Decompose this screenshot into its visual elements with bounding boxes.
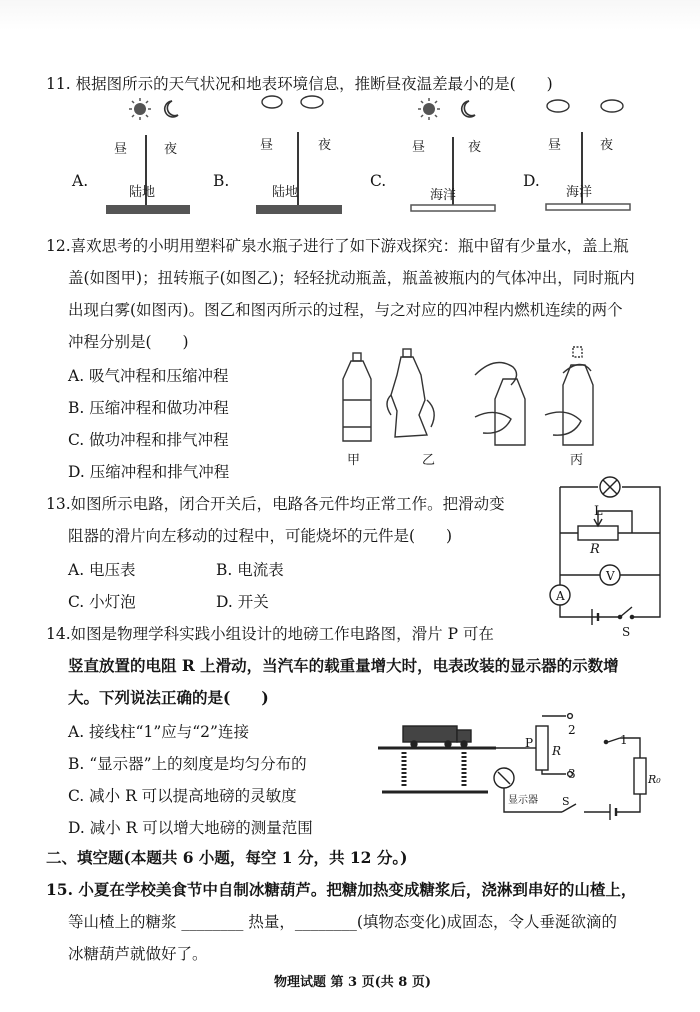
q11-d-day: 昼 (548, 138, 562, 153)
q13-line-1: 13.如图所示电路，闭合开关后，电路各元件均正常工作。把滑动变 (46, 495, 505, 513)
q13-line-2: 阻器的滑片向左移动的过程中，可能烧坏的元件是( ) (68, 527, 453, 545)
bottle-bing (475, 347, 593, 445)
q13-label-V: V (606, 569, 615, 583)
q14-option-a: A. 接线柱“1”应与“2”连接 (68, 723, 249, 741)
q14-line-1: 14.如图是物理学科实践小组设计的地磅工作电路图，滑片 P 可在 (46, 625, 494, 643)
q14-option-b: B. “显示器”上的刻度是均匀分布的 (68, 755, 307, 773)
q11-a-day: 昼 (114, 142, 128, 157)
q11-c-ground: 海洋 (430, 188, 457, 203)
q12-option-c: C. 做功冲程和排气冲程 (68, 431, 229, 449)
resistor-R-icon (536, 726, 548, 770)
q12-line-2: 盖(如图甲)；扭转瓶子(如图乙)；轻轻扰动瓶盖，瓶盖被瓶内的气体冲出，同时瓶内 (68, 269, 635, 287)
q11-option-a-letter: A. (72, 172, 89, 190)
q11-a-night: 夜 (164, 142, 178, 157)
q15-line-2: 等山楂上的糖浆 ________ 热量，________(填物态变化)成固态，令人垂涎欲滴的 (68, 913, 617, 931)
q12-option-d: D. 压缩冲程和排气冲程 (68, 463, 230, 481)
q12-line-1: 12.喜欢思考的小明用塑料矿泉水瓶子进行了如下游戏探究：瓶中留有少量水，盖上瓶 (46, 237, 629, 255)
moon-icon (462, 101, 475, 117)
q11-stem: 11. 根据图所示的天气状况和地表环境信息，推断昼夜温差最小的是( ) (46, 75, 553, 93)
sun-icon (418, 98, 440, 120)
q14-label-1: 1 (620, 733, 628, 747)
q11-option-b-letter: B. (213, 172, 230, 190)
q11-option-c-letter: C. (370, 172, 387, 190)
q14-line-2: 竖直放置的电阻 R 上滑动，当汽车的载重量增大时，电表改装的显示器的示数增 (68, 656, 619, 675)
q14-label-R: R (552, 744, 562, 758)
q13-label-S: S (622, 625, 631, 639)
bottle-figure (335, 345, 625, 455)
resistor-R0-icon (634, 758, 646, 794)
q12-line-4: 冲程分别是( ) (68, 333, 189, 351)
q12-option-a: A. 吸气冲程和压缩冲程 (68, 367, 229, 385)
q11-b-day: 昼 (260, 138, 274, 153)
q14-label-R0: R₀ (648, 773, 661, 786)
sun-icon (129, 98, 151, 120)
bottle-yi (387, 349, 434, 437)
q11-b-ground: 陆地 (272, 185, 299, 200)
q11-option-d-letter: D. (523, 172, 540, 190)
label-bing: 丙 (570, 453, 584, 468)
q11-c-night: 夜 (468, 140, 482, 155)
q12-line-3: 出现白雾(如图丙)。图乙和图丙所示的过程，与之对应的四冲程内燃机连续的两个 (68, 301, 623, 319)
q11-b-night: 夜 (318, 138, 332, 153)
q14-label-2: 2 (568, 723, 576, 737)
q13-option-b: B. 电流表 (216, 561, 284, 579)
q13-label-R: R (590, 542, 600, 557)
section-2-title: 二、填空题(本题共 6 小题，每空 1 分，共 12 分。) (46, 848, 408, 867)
q13-label-A: A (556, 589, 565, 603)
moon-icon (165, 101, 178, 117)
label-yi: 乙 (422, 453, 436, 468)
q13-option-a: A. 电压表 (68, 561, 136, 579)
rheostat-icon (578, 526, 618, 540)
q13-option-c: C. 小灯泡 (68, 593, 136, 611)
q14-option-c: C. 减小 R 可以提高地磅的灵敏度 (68, 787, 297, 805)
cloud-icon (262, 96, 323, 108)
q15-line-3: 冰糖葫芦就做好了。 (68, 945, 208, 963)
q11-c-day: 昼 (412, 140, 426, 155)
land-surface (106, 205, 190, 214)
q11-d-ground: 海洋 (566, 185, 593, 200)
cloud-icon (547, 100, 623, 112)
q14-label-S: S (562, 795, 570, 808)
q14-line-3: 大。下列说法正确的是( ) (68, 688, 269, 707)
q14-label-P: P (525, 736, 534, 750)
q13-option-d: D. 开关 (216, 593, 269, 611)
bottle-jia (343, 353, 371, 441)
q12-option-b: B. 压缩冲程和做功冲程 (68, 399, 229, 417)
q13-label-L: L (594, 504, 603, 519)
q14-label-display: 显示器 (508, 795, 538, 806)
q14-option-d: D. 减小 R 可以增大地磅的测量范围 (68, 819, 313, 837)
page-footer: 物理试题 第 3 页(共 8 页) (274, 975, 432, 990)
q14-label-3: 3 (568, 767, 576, 781)
label-jia: 甲 (347, 453, 361, 468)
land-surface (256, 205, 342, 214)
q11-d-night: 夜 (600, 138, 614, 153)
sea-surface (546, 204, 630, 210)
switch-icon (620, 607, 632, 617)
q11-a-ground: 陆地 (129, 185, 156, 200)
truck-icon (403, 726, 457, 742)
q15-line-1: 15. 小夏在学校美食节中自制冰糖葫芦。把糖加热变成糖浆后，浇淋到串好的山楂上， (46, 880, 637, 899)
